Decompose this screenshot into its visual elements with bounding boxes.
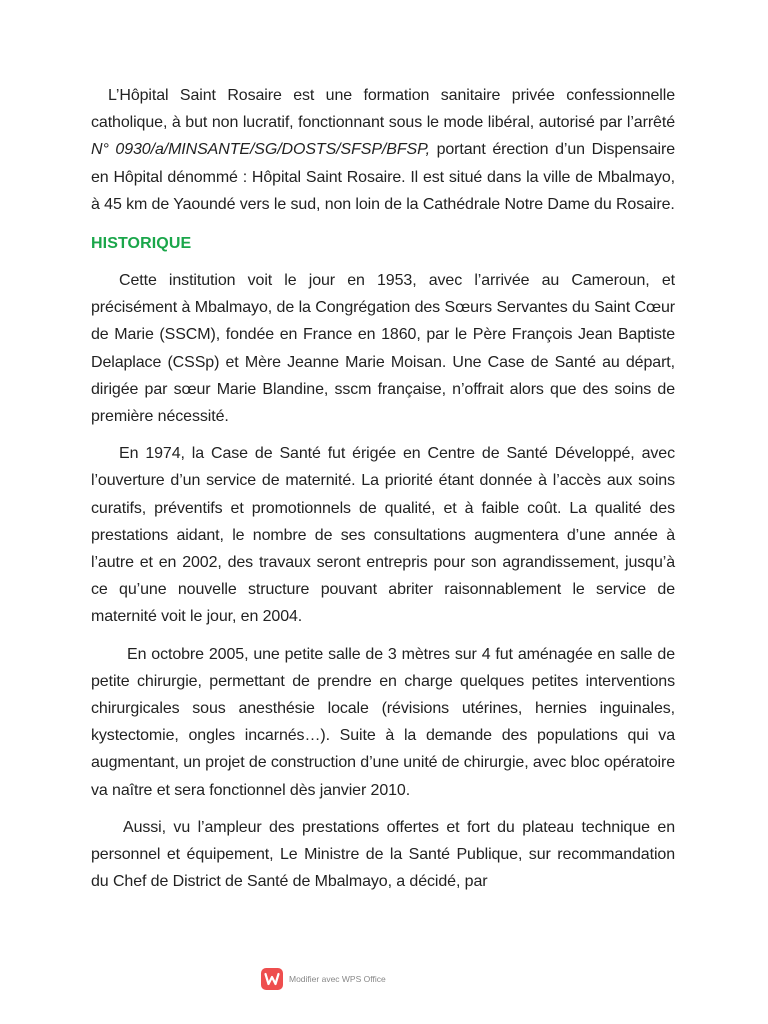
paragraph-aussi: Aussi, vu l’ampleur des prestations offertes et fort du plateau technique en personnel et équipement, Le Ministre de la Santé Publique, sur recommandation du Chef de District de Santé de Mbalmayo, a décidé, par — [91, 818, 675, 891]
paragraph-1974: En 1974, la Case de Santé fut érigée en Centre de Santé Développé, avec l’ouverture d’un service de maternité. La priorité étant donnée à l’accès aux soins curatifs, préventifs et promotionnels de qualité, et à faible coût. La qualité des prestations aidant, le nombre de ses consultations augmentera d’une année à l’autre et en 2002, des travaux seront entrepris pour son agrandissement, jusqu’à ce qu’une nouvelle structure pouvant abriter raisonnablement le service de maternité voit le jour, en 2004. — [91, 445, 675, 626]
wps-watermark[interactable] — [261, 968, 386, 990]
section-heading-historique: HISTORIQUE — [91, 235, 192, 253]
paragraph-1953: Cette institution voit le jour en 1953, avec l’arrivée au Cameroun, et précisément à Mbalmayo, de la Congrégation des Sœurs Servantes du Saint Cœur de Marie (SSCM), fondée en France en 1860, par le Père François Jean Baptiste Delaplace (CSSp) et Mère Jeanne Marie Moisan. Une Case de Santé au départ, dirigée par sœur Marie Blandine, sscm française, n’offrait alors que des soins de première nécessité. — [91, 272, 675, 426]
intro-text-before: L’Hôpital Saint Rosaire est une formation sanitaire privée confessionnelle catholique, à but non lucratif, fonctionnant sous le mode libéral, autorisé par l’arrêté — [91, 87, 675, 132]
intro-text-after: portant érection d’un Dispensaire en Hôpital dénommé : Hôpital Saint Rosaire. Il est situé dans la ville de Mbalmayo, à 45 km de Yaoundé vers le sud, non loin de la Cathédrale Notre Dame du Rosaire. — [91, 141, 675, 213]
paragraph-2005: En octobre 2005, une petite salle de 3 mètres sur 4 fut aménagée en salle de petite chirurgie, permettant de prendre en charge quelques petites interventions chirurgicales sous anesthésie locale (révisions utérines, hernies inguinales, kystectomie, ongles incarnés…). Suite à la demande des populations qui va augmentant, un projet de construction d’une unité de chirurgie, avec bloc opératoire va naître et sera fonctionnel dès janvier 2010. — [91, 645, 675, 799]
document-page — [91, 82, 675, 895]
wps-watermark-text: Modifier avec WPS Office — [289, 974, 386, 984]
intro-paragraph — [91, 82, 675, 218]
wps-office-logo-icon — [261, 968, 283, 990]
arrete-reference: N° 0930/a/MINSANTE/SG/DOSTS/SFSP/BFSP, — [91, 141, 430, 159]
